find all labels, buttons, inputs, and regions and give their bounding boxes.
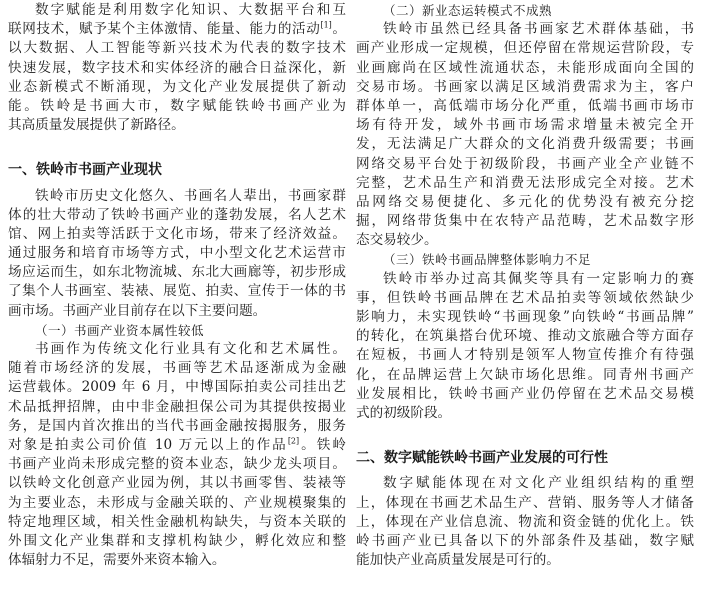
line-text: 体辐射力不足，需要外来资本输入。	[8, 552, 226, 569]
text-line	[8, 494, 346, 513]
subsection-heading	[8, 321, 346, 340]
line-text: 二、数字赋能铁岭书画产业发展的可行性	[356, 450, 608, 467]
text-line	[356, 20, 694, 39]
citation-ref: [1]	[320, 20, 332, 30]
line-text: 铁岭市虽然已经具备书画家艺术群体基础，书	[383, 21, 694, 38]
line-text: 业态新模式不断涌现，为文化产业发展提供了新动	[8, 78, 346, 95]
text-line	[8, 20, 346, 39]
text-line	[356, 39, 694, 58]
line-text: 业画廊尚在区域性流通状态，未能形成面向全国的	[356, 59, 694, 76]
text-line	[8, 39, 346, 58]
text-line	[356, 97, 694, 116]
line-text: 联网技术，赋予某个主体激情、能量、能力的活动	[8, 21, 321, 38]
text-line	[8, 282, 346, 301]
line-text: 对象是拍卖公司价值 10 万元以上的作品	[8, 436, 288, 453]
text-line	[356, 474, 694, 493]
text-line	[356, 193, 694, 212]
line-text: 务，是国内首次推出的当代书画金融按揭服务，服务	[8, 417, 346, 434]
text-line	[356, 289, 694, 308]
text-line	[356, 212, 694, 231]
line-text: 外围文化产业集群和支撑机构缺少，孵化效应和整	[8, 532, 346, 549]
text-line	[8, 398, 346, 417]
text-line	[8, 116, 346, 135]
line-text: 铁岭市历史文化悠久、书画名人辈出，书画家群	[35, 187, 346, 204]
text-line	[8, 359, 346, 378]
text-line	[356, 270, 694, 289]
line-text: 事，但铁岭书画品牌在艺术品拍卖等领域依然缺少	[356, 289, 694, 306]
line-text: 式的初级阶段。	[356, 404, 452, 421]
text-line	[356, 551, 694, 570]
line-text: 馆、网上拍卖等活跃于文化市场，带来了经济效益。	[8, 225, 346, 242]
subsection-heading	[356, 1, 694, 20]
line-text: 发，无法满足广大群众的文化消费升级需要；书画	[356, 136, 694, 153]
line-text: 群体单一，高低端市场分化严重，低端书画市场市	[356, 97, 694, 114]
line-text: 了集个人书画室、装裱、展览、拍卖、宣传于一体的书	[8, 283, 346, 300]
line-text: 交易市场。书画家以满足区域消费需求为主，客户	[356, 78, 694, 95]
line-text: 书画产业尚未形成完整的资本业态，缺少龙头项目。	[8, 456, 346, 473]
text-line	[8, 1, 346, 20]
citation-ref: [2]	[287, 436, 300, 446]
subsection-heading	[356, 250, 694, 269]
line-text: 能加快产业高质量发展是可行的。	[356, 552, 560, 569]
text-line	[356, 494, 694, 513]
text-line	[356, 308, 694, 327]
line-text: 术品抵押招牌，由中非金融担保公司为其提供按揭业	[8, 398, 346, 415]
spacer	[356, 423, 694, 449]
line-text: 一、铁岭市书画产业现状	[8, 162, 162, 179]
text-line	[356, 366, 694, 385]
text-line	[8, 263, 346, 282]
line-text: 场应运而生，如东北物流城、东北大画廊等，初步形成	[8, 264, 346, 281]
line-text: 书画作为传统文化行业具有文化和艺术属性。	[35, 341, 346, 357]
line-text: 网络交易平台处于初级阶段，书画产业全产业链不	[356, 155, 694, 172]
line-text: 上，体现在书画艺术品生产、营销、服务等人才储备	[356, 494, 694, 511]
line-text: 数字赋能体现在对文化产业组织结构的重塑	[383, 475, 694, 492]
line-text: 的转化，在筑巢搭台优环境、推动文旅融合等方面存	[356, 328, 694, 345]
line-text: 画产业形成一定规模，但还停留在常规运营阶段，专	[356, 40, 694, 57]
line-text: 在短板，书画人才特别是领军人物宣传推介有待强	[356, 347, 694, 364]
text-line	[8, 513, 346, 532]
line-text: 其高质量发展提供了新路径。	[8, 117, 185, 134]
text-line	[8, 244, 346, 263]
text-line	[8, 206, 346, 225]
text-line	[356, 59, 694, 78]
line-text: 影响力，未实现铁岭“书画现象”向铁岭“书画品牌”	[356, 309, 694, 325]
text-line	[8, 340, 346, 359]
line-text: 体的壮大带动了铁岭书画产业的蓬勃发展，名人艺术	[8, 206, 346, 223]
line-text: 掘，网络带货集中在农特产品范畴，艺术品数字形	[356, 213, 694, 230]
line-text: 为主要业态，未形成与金融关联的、产业规模聚集的	[8, 494, 346, 511]
line-text: 铁岭市举办过高其佩奖等具有一定影响力的赛	[383, 270, 694, 287]
line-text: 特定地理区域，相关性金融机构缺失，与资本关联的	[8, 513, 346, 530]
line-text: 业发展相比，铁岭书画产业仍停留在艺术品交易模	[356, 385, 694, 402]
text-line	[356, 231, 694, 250]
text-line	[356, 116, 694, 135]
line-text: 上，体现在产业信息流、物流和资金链的优化上。铁	[356, 513, 694, 530]
section-heading	[356, 449, 694, 468]
text-line	[8, 97, 346, 116]
line-text: （三）铁岭书画品牌整体影响力不足	[383, 252, 592, 268]
text-line	[8, 551, 346, 570]
line-text: 通过服务和培育市场等方式，中小型文化艺术运营市	[8, 245, 346, 262]
text-line	[356, 155, 694, 174]
left-column	[8, 0, 346, 570]
line-text: 态交易较少。	[356, 232, 438, 249]
line-text: 能。铁岭是书画大市，数字赋能铁岭书画产业为	[8, 97, 346, 114]
text-line	[356, 404, 694, 423]
text-line	[8, 532, 346, 551]
line-text: 数字赋能是利用数字化知识、大数据平台和互	[35, 2, 346, 18]
text-line	[356, 385, 694, 404]
text-line	[356, 135, 694, 154]
line-text: 完整，艺术品生产和消费无法形成完全对接。艺术	[356, 174, 694, 191]
section-heading	[8, 161, 346, 180]
line-text: 化，在品牌运营上欠缺市场化思维。同青州书画产	[356, 366, 694, 383]
text-line	[356, 532, 694, 551]
text-line	[8, 225, 346, 244]
text-line	[356, 78, 694, 97]
line-text: 岭书画产业已具备以下的外部条件及基础，数字赋	[356, 532, 694, 549]
line-text: （一）书画产业资本属性较低	[35, 322, 205, 338]
text-line	[8, 378, 346, 397]
line-text: （二）新业态运转模式不成熟	[383, 3, 553, 18]
text-line	[356, 346, 694, 365]
text-line	[8, 455, 346, 474]
text-line	[8, 187, 346, 206]
line-text: 场有待开发，域外书画市场需求增量未被完全开	[356, 117, 694, 134]
text-line	[356, 327, 694, 346]
line-text: 快速发展，数字技术和实体经济的融合日益深化，新	[8, 59, 346, 76]
text-line	[356, 174, 694, 193]
line-text: 品网络交易便捷化、多元化的优势没有被充分挖	[356, 193, 694, 210]
text-line	[8, 417, 346, 436]
text-line	[8, 474, 346, 493]
text-line	[356, 513, 694, 532]
line-text-tail: 。铁岭	[299, 436, 346, 453]
text-line	[8, 59, 346, 78]
line-text-tail: 。	[331, 21, 346, 38]
line-text: 以铁岭文化创意产业园为例，其以书画零售、装裱等	[8, 475, 346, 492]
line-text: 画市场。书画产业目前存在以下主要问题。	[8, 302, 267, 319]
line-text: 随着市场经济的发展，书画等艺术品逐渐成为金融	[8, 360, 346, 377]
text-line	[8, 302, 346, 321]
line-text: 以大数据、人工智能等新兴技术为代表的数字技术	[8, 40, 346, 57]
line-text: 运营载体。2009 年 6 月，中博国际拍卖公司挂出艺	[8, 379, 346, 396]
text-line	[8, 436, 346, 455]
spacer	[8, 135, 346, 161]
text-line	[8, 78, 346, 97]
right-column	[356, 0, 694, 570]
